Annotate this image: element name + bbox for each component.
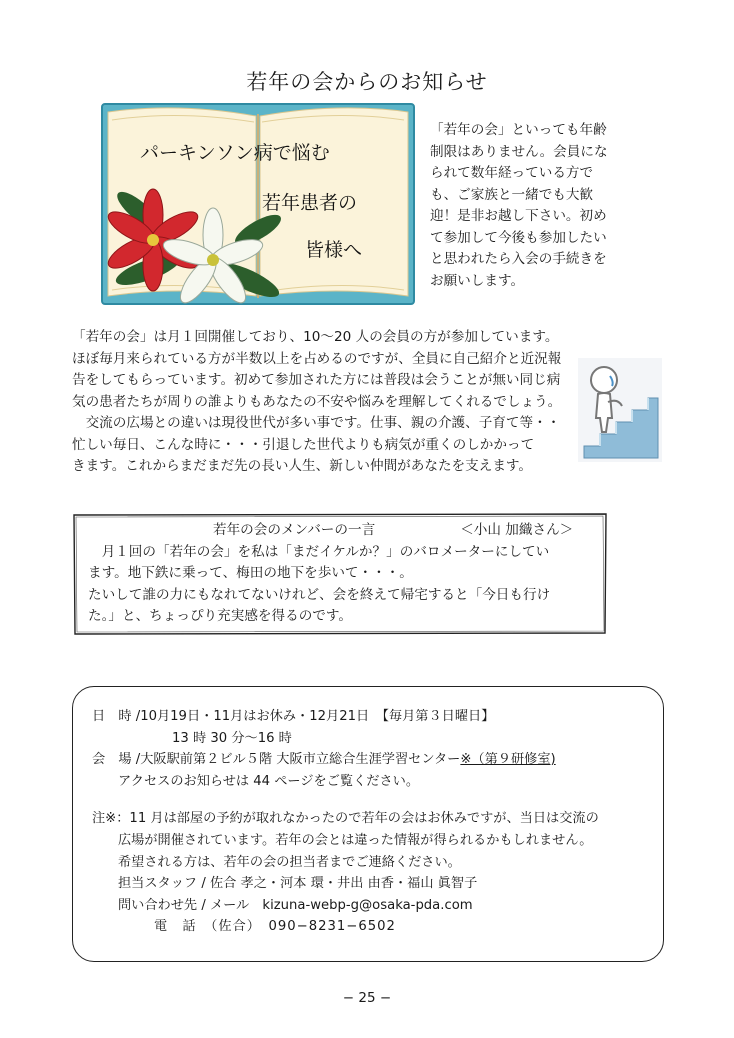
body-line: 「若年の会」は月１回開催しており、10〜20 人の会員の方が参加しています。: [72, 329, 559, 345]
member-comment: [88, 520, 608, 628]
body-line: 忙しい毎日、こんな時に・・・引退した世代よりも病気が重くのしかかって: [72, 436, 535, 453]
member-line: た。」と、ちょっぴり充実感を得るのです。: [88, 608, 352, 624]
info-details: [92, 706, 652, 938]
page-number: − 25 −: [342, 990, 392, 1006]
note-line: 希望される方は、若年の会の担当者までご連絡ください。: [118, 854, 461, 870]
body-line: ほぼ毎月来られている方が半数以上を占めるのですが、全員に自己紹介と近況報: [72, 350, 562, 367]
body-line: 告をしてもらっています。初めて参加された方には普段は会うことが無い同じ病: [72, 372, 561, 388]
stairs-figure-illustration: [578, 358, 662, 462]
body-paragraph: [72, 327, 572, 478]
book-illustration: [98, 100, 418, 308]
book-line-3: 皆様へ: [305, 239, 363, 261]
book-line-2: 若年患者の: [262, 192, 358, 214]
note-line: 注※：11 月は部屋の予約が取れなかったので若年の会はお休みですが、当日は交流の: [92, 811, 599, 827]
date-line: 日 時 /10月19日・11月はお休み・12月21日 【毎月第３日曜日】: [92, 709, 495, 724]
member-line: ます。地下鉄に乗って、梅田の地下を歩いて・・・。: [88, 565, 413, 581]
venue-room: ※（第９研修室): [460, 752, 556, 768]
phone-line: 電 話 （佐合） 090−8231−6502: [154, 919, 396, 935]
member-line: たいして誰の力にもなれてないけれど、会を終えて帰宅すると「今日も行け: [88, 586, 551, 603]
contact-line: 問い合わせ先 / メール kizuna-webp-g@osaka-pda.com: [118, 897, 473, 913]
intro-line: お願いします。: [430, 272, 525, 289]
intro-line: 「若年の会」といっても年齢: [430, 122, 607, 138]
intro-line: られて数年経っている方で: [430, 165, 594, 181]
page-title: 若年の会からのお知らせ: [246, 70, 488, 94]
intro-line: と思われたら入会の手続きを: [430, 251, 607, 267]
member-heading: 若年の会のメンバーの一言: [213, 522, 376, 538]
intro-paragraph: [430, 120, 670, 292]
venue-line: [92, 749, 652, 771]
venue-main: 会 場 /大阪駅前第２ビル５階 大阪市立総合生涯学習センター: [92, 752, 461, 768]
body-line: きます。これからまだまだ先の長い人生、新しい仲間があなたを支えます。: [72, 458, 533, 474]
note-line: 広場が開催されています。若年の会とは違った情報が得られるかもしれません。: [118, 832, 593, 848]
member-author: ＜小山 加織さん＞: [460, 522, 574, 538]
member-line: 月１回の「若年の会」を私は「まだイケルか？」のバロメーターにしてい: [88, 543, 550, 560]
access-line: アクセスのお知らせは 44 ページをご覧ください。: [118, 773, 420, 789]
time-line: 13 時 30 分〜16 時: [172, 730, 292, 746]
body-line: 交流の広場との違いは現役世代が多い事です。仕事、親の介護、子育て等・・: [72, 415, 561, 431]
intro-line: て参加して今後も参加したい: [430, 229, 607, 246]
intro-line: 制限はありません。会員にな: [430, 143, 608, 160]
intro-line: 迎！是非お越し下さい。初め: [430, 208, 607, 224]
staff-line: 担当スタッフ / 佐合 孝之・河本 環・井出 由香・福山 眞智子: [118, 876, 478, 892]
book-line-1: パーキンソン病で悩む: [140, 142, 330, 164]
intro-line: も、ご家族と一緒でも大歓: [430, 186, 594, 203]
body-line: 気の患者たちが周りの誰よりもあなたの不安や悩みを理解してくれるでしょう。: [72, 393, 562, 410]
